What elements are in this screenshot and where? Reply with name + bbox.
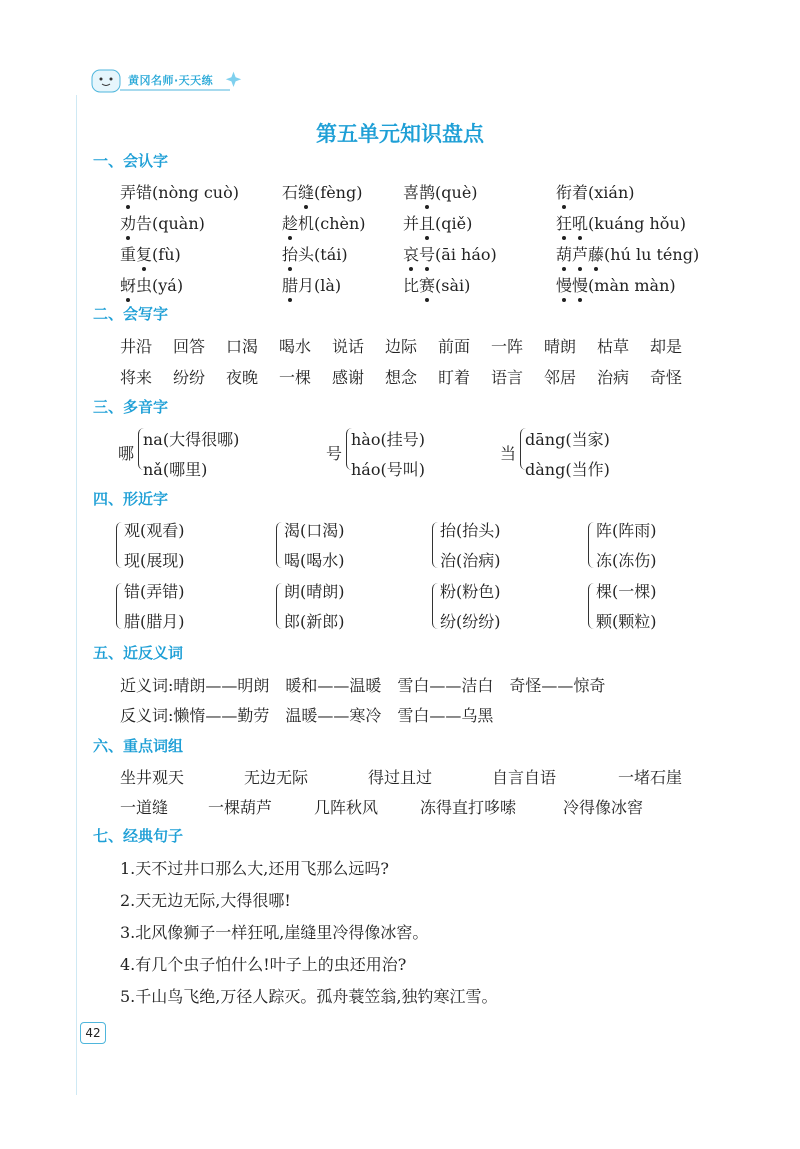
- word-item: 腊月(là): [282, 276, 342, 295]
- page-frame-line: [76, 95, 77, 1095]
- word-item: 蚜虫(yá): [120, 276, 184, 295]
- sentence-item: 1.天不过井口那么大,还用飞那么远吗?: [120, 859, 389, 878]
- word-item: 劝告(quàn): [120, 214, 205, 233]
- sentence-item: 4.有几个虫子怕什么!叶子上的虫还用治?: [120, 955, 407, 974]
- page-title: 第五单元知识盘点: [316, 122, 484, 146]
- word-item: 盯着: [438, 368, 471, 387]
- similar-char-item: 喝(喝水): [284, 551, 345, 570]
- section-heading: 五、近反义词: [93, 644, 184, 662]
- similar-char-item: 纷(纷纷): [440, 612, 501, 631]
- phrase-item: 冻得直打哆嗦: [420, 798, 517, 817]
- antonym-line: 反义词:懒惰——勤劳 温暖——寒冷 雪白——乌黑: [120, 706, 494, 725]
- similar-char-item: 腊(腊月): [124, 612, 185, 631]
- word-item: 想念: [385, 368, 418, 387]
- word-item: 比赛(sài): [403, 276, 471, 295]
- phrase-item: 坐井观天: [120, 768, 185, 787]
- polyphone-reading: háo(号叫): [351, 460, 425, 479]
- word-item: 奇怪: [650, 368, 683, 387]
- word-item: 衔着(xián): [556, 183, 635, 202]
- word-item: 弄错(nòng cuò): [120, 183, 239, 202]
- similar-char-item: 粉(粉色): [440, 582, 501, 601]
- word-item: 回答: [173, 337, 206, 356]
- section-heading: 三、多音字: [93, 398, 169, 416]
- section-heading: 二、会写字: [93, 305, 169, 323]
- word-item: 枯草: [597, 337, 630, 356]
- sentence-item: 3.北风像狮子一样狂吼,崖缝里冷得像冰窖。: [120, 923, 429, 942]
- sentence-item: 2.天无边无际,大得很哪!: [120, 891, 291, 910]
- polyphone-char: 哪: [118, 444, 135, 463]
- polyphone-reading: hào(挂号): [351, 430, 425, 449]
- word-item: 一阵: [491, 337, 524, 356]
- header-badge-text: 黄冈名师·天天练: [128, 74, 214, 87]
- polyphone-reading: nǎ(哪里): [143, 460, 208, 479]
- similar-char-item: 观(观看): [124, 521, 185, 540]
- phrase-item: 一堵石崖: [618, 768, 683, 787]
- similar-char-item: 抬(抬头): [440, 521, 501, 540]
- polyphone-reading: dàng(当作): [525, 460, 610, 479]
- similar-char-item: 棵(一棵): [596, 582, 657, 601]
- word-item: 将来: [120, 368, 153, 387]
- similar-char-item: 阵(阵雨): [596, 521, 657, 540]
- phrase-item: 一棵葫芦: [208, 798, 273, 817]
- word-item: 葫芦藤(hú lu téng): [556, 245, 700, 264]
- word-item: 纷纷: [173, 368, 206, 387]
- word-item: 趁机(chèn): [282, 214, 366, 233]
- word-item: 狂吼(kuáng hǒu): [556, 214, 686, 233]
- phrase-item: 几阵秋风: [314, 798, 379, 817]
- similar-char-item: 错(弄错): [124, 582, 185, 601]
- section-heading: 六、重点词组: [93, 737, 184, 755]
- word-item: 喜鹊(què): [403, 183, 478, 202]
- word-item: 晴朗: [544, 337, 577, 356]
- similar-char-item: 朗(晴朗): [284, 582, 345, 601]
- word-item: 慢慢(màn màn): [556, 276, 676, 295]
- word-item: 哀号(āi háo): [403, 245, 497, 264]
- word-item: 却是: [650, 337, 683, 356]
- polyphone-char: 当: [500, 444, 517, 463]
- word-item: 边际: [385, 337, 418, 356]
- polyphone-reading: dāng(当家): [525, 430, 610, 449]
- polyphone-char: 号: [326, 444, 343, 463]
- word-item: 说话: [332, 337, 365, 356]
- word-item: 邻居: [544, 368, 577, 387]
- section-heading: 一、会认字: [93, 152, 169, 170]
- similar-char-item: 颗(颗粒): [596, 612, 657, 631]
- word-item: 并且(qiě): [403, 214, 473, 233]
- synonym-line: 近义词:晴朗——明朗 暖和——温暖 雪白——洁白 奇怪——惊奇: [120, 676, 606, 695]
- phrase-item: 一道缝: [120, 798, 169, 817]
- phrase-item: 无边无际: [244, 768, 309, 787]
- word-item: 一棵: [279, 368, 312, 387]
- word-item: 前面: [438, 337, 471, 356]
- sentence-item: 5.千山鸟飞绝,万径人踪灭。孤舟蓑笠翁,独钓寒江雪。: [120, 987, 498, 1006]
- similar-char-item: 渴(口渴): [284, 521, 345, 540]
- phrase-item: 自言自语: [492, 768, 557, 787]
- similar-char-item: 冻(冻伤): [596, 551, 657, 570]
- word-item: 语言: [491, 368, 524, 387]
- similar-char-item: 郎(新郎): [284, 612, 345, 631]
- word-item: 井沿: [120, 337, 153, 356]
- similar-char-item: 现(展现): [124, 551, 185, 570]
- similar-char-item: 治(治病): [440, 551, 501, 570]
- word-item: 抬头(tái): [282, 245, 348, 264]
- word-item: 夜晚: [226, 368, 259, 387]
- word-item: 喝水: [279, 337, 312, 356]
- word-item: 石缝(fèng): [282, 183, 363, 202]
- word-item: 重复(fù): [120, 245, 181, 264]
- phrase-item: 得过且过: [368, 768, 433, 787]
- polyphone-reading: na(大得很哪): [143, 430, 240, 449]
- page-number: 42: [80, 1022, 106, 1044]
- word-item: 口渴: [226, 337, 259, 356]
- section-heading: 七、经典句子: [93, 827, 184, 845]
- section-heading: 四、形近字: [93, 490, 169, 508]
- word-item: 治病: [597, 368, 630, 387]
- word-item: 感谢: [332, 368, 365, 387]
- phrase-item: 冷得像冰窖: [563, 798, 644, 817]
